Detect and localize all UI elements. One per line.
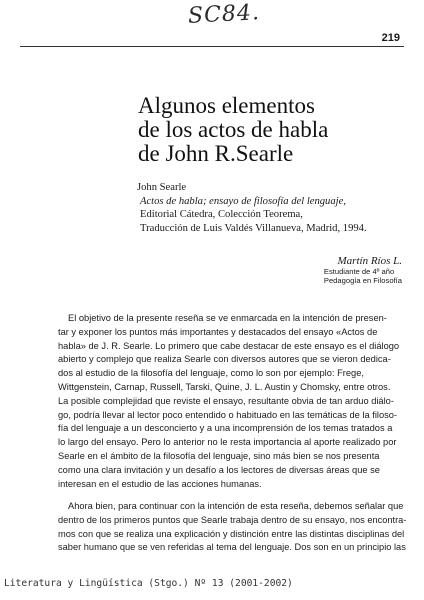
reviewer-affiliation: Estudiante de 4º año (323, 267, 395, 276)
body-paragraph-1 (58, 312, 406, 491)
title-line: de John R.Searle (138, 141, 294, 166)
page-number: 219 (381, 32, 400, 44)
handwritten-note: SC84. (187, 0, 261, 29)
text-line: go, podría llevar al lector poco entendido o habituado en las temáticas de la filoso- (58, 409, 398, 420)
text-line: mos con que se realiza una explicación y distinción entre las distintas disciplinas del (58, 528, 405, 539)
text-line: lo largo del ensayo. Pero lo anterior no le resta importancia al aporte realizado por (58, 437, 397, 448)
reviewer-name: Martín Ríos L. (337, 255, 402, 267)
text-line: El objetivo de la presente reseña se ve enmarcada en la intención de presen- (68, 313, 387, 323)
biblio-translation: Traducción de Luis Valdés Villanueva, Madrid, 1994. (140, 222, 367, 234)
biblio-work-title: Actos de habla; ensayo de filosofía del lenguaje, (140, 195, 346, 207)
body-paragraph-2 (58, 500, 406, 555)
text-line: interesan en el estudio de las acciones humanas. (58, 478, 262, 489)
text-line: Ahora bien, para continuar con la intención de esta reseña, debemos señalar que (68, 501, 404, 511)
journal-footer: Literatura y Lingüística (Stgo.) Nº 13 (2001-2002) (4, 578, 293, 589)
text-line: fía del lenguaje a un desconcierto y a una incomprensión de los temas tratados a (58, 423, 393, 434)
article-title (138, 94, 328, 166)
text-line: tar y exponer los puntos más importantes y destacados del ensayo «Actos de (58, 326, 378, 337)
text-line: Wittgenstein, Carnap, Russell, Tarski, Quine, J. L. Austin y Chomsky, entre otros. (58, 381, 391, 392)
biblio-author: John Searle (137, 182, 187, 193)
title-line: de los actos de habla (138, 117, 329, 142)
text-line: abierto y complejo que realiza Searle con diversos autores que se vieron dedica- (58, 354, 391, 365)
reviewer-block (324, 255, 402, 285)
title-line: Algunos elementos (138, 93, 315, 118)
biblio-publisher: Editorial Cátedra, Colección Teorema, (140, 209, 303, 221)
text-line: La posible complejidad que reviste el ensayo, resultante obvia de tan arduo diálo- (58, 395, 394, 406)
text-line: Searle en el ámbito de la filosofía del lenguaje, sino más bien se nos presenta (58, 450, 380, 461)
text-line: saber humano que se ven referidas al tema del lenguaje. Dos son en un principio las (58, 542, 406, 553)
reviewer-affiliation: Pedagogía en Filosofía (323, 276, 402, 285)
text-line: dos al estudio de la filosofía del lenguaje, como lo son por ejemplo: Frege, (58, 368, 364, 379)
text-line: dentro de los primeros puntos que Searle trabaja dentro de su ensayo, nos encontra- (58, 514, 407, 525)
text-line: como una clara invitación y un desafío a los lectores de diversas áreas que se (58, 464, 380, 475)
bibliographic-reference (137, 181, 367, 235)
text-line: habla» de J. R. Searle. Lo primero que cabe destacar de este ensayo es el diálogo (58, 340, 400, 351)
header-rule (20, 46, 404, 47)
